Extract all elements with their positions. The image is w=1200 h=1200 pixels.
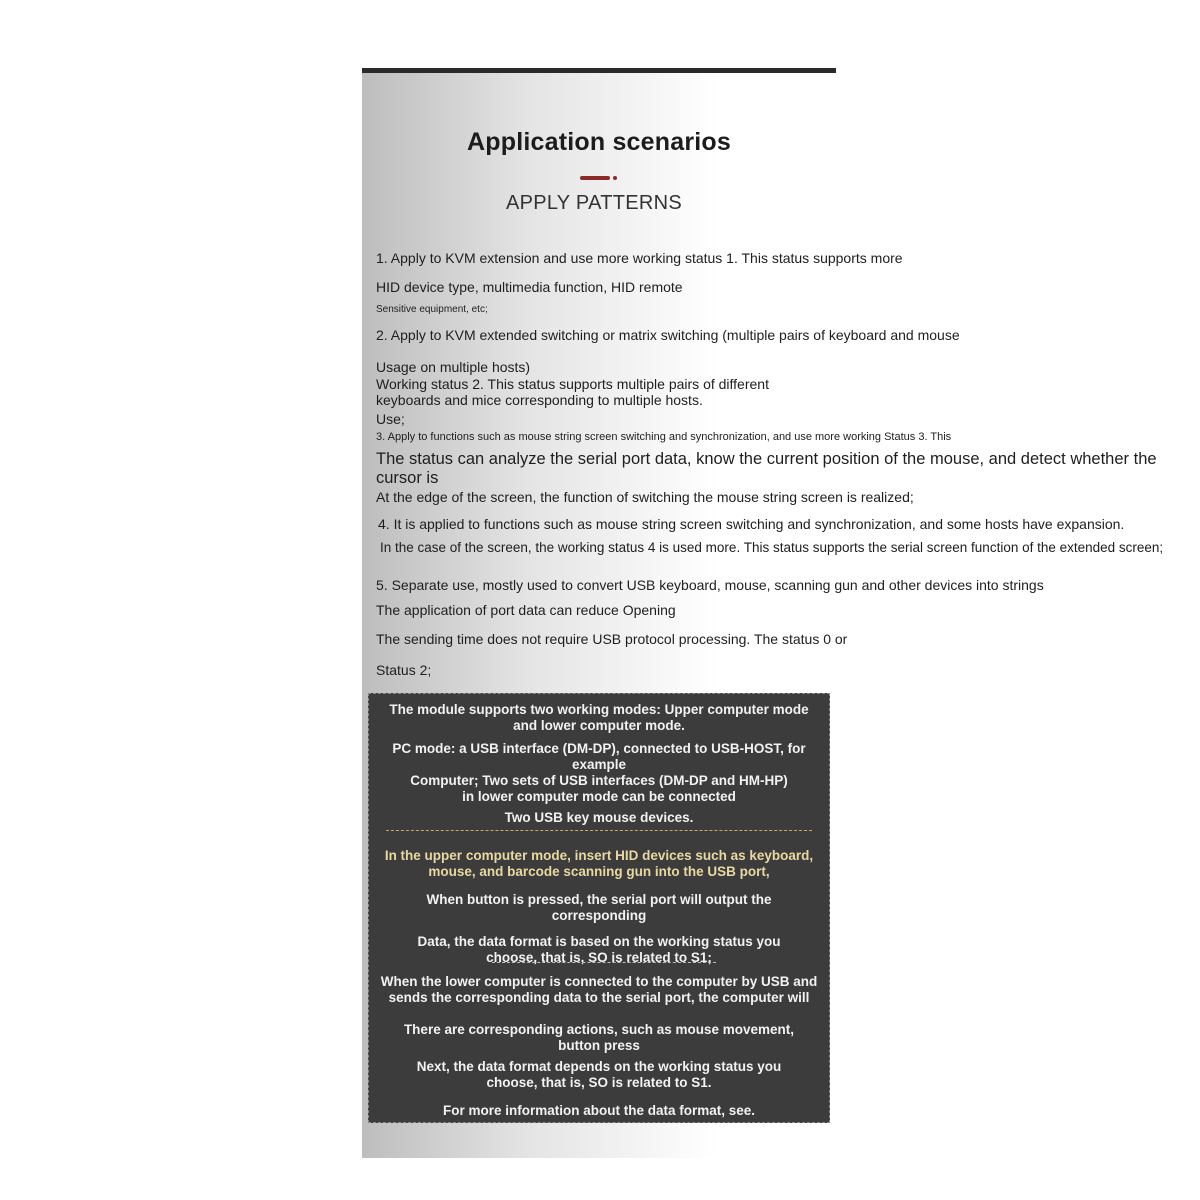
box-line-7: Data, the data format is based on the working status you choose, that is, SO is related to S1; (417, 934, 781, 965)
box-line-10: Next, the data format depends on the working status you choose, that is, SO is related to S1. (416, 1059, 782, 1090)
box-line-3: Computer; Two sets of USB interfaces (DM-DP and HM-HP) in lower computer mode can be connected (410, 773, 788, 804)
paragraph-3-line-3: At the edge of the screen, the function of switching the mouse string screen is realized; (376, 489, 914, 505)
paragraph-2-line-5: Use; (376, 411, 405, 427)
box-divider-short (492, 962, 716, 963)
paragraph-2-line-3: Working status 2. This status supports multiple pairs of different (376, 376, 769, 392)
paragraph-5-line-4: Status 2; (376, 662, 432, 678)
box-line-11: For more information about the data format, see. (442, 1103, 756, 1118)
box-divider (386, 830, 812, 831)
paragraph-5-line-3: The sending time does not require USB protocol processing. The status 0 or (376, 631, 848, 647)
paragraph-1-line-1: 1. Apply to KVM extension and use more working status 1. This status supports more (376, 250, 903, 266)
box-line-5: In the upper computer mode, insert HID devices such as keyboard, mouse, and barcode scanning gun into the USB port, (384, 848, 814, 879)
paragraph-1-line-2: HID device type, multimedia function, HID remote (376, 279, 683, 295)
box-line-8: When the lower computer is connected to the computer by USB and sends the corresponding data to the serial port, the computer will (380, 974, 818, 1005)
box-line-9: There are corresponding actions, such as mouse movement, button press (403, 1022, 795, 1053)
paragraph-2-line-4: keyboards and mice corresponding to multiple hosts. (376, 392, 703, 408)
title-accent-bar (580, 176, 610, 180)
paragraph-4-line-1: 4. It is applied to functions such as mouse string screen switching and synchronization, and some hosts have expansion. (378, 516, 1125, 532)
top-rule (362, 68, 836, 73)
paragraph-4-line-2: In the case of the screen, the working status 4 is used more. This status supports the serial screen function of the extended screen; (380, 540, 1164, 555)
paragraph-1-line-3: Sensitive equipment, etc; (376, 304, 488, 315)
title-accent-dot (613, 176, 617, 180)
box-line-2: PC mode: a USB interface (DM-DP), connected to USB-HOST, for example (392, 741, 806, 772)
paragraph-2-line-2: Usage on multiple hosts) (376, 359, 531, 375)
page-title: Application scenarios (467, 128, 731, 156)
paragraph-3-line-1: 3. Apply to functions such as mouse string screen switching and synchronization, and use more working Status 3. This (376, 431, 952, 443)
paragraph-5-line-1: 5. Separate use, mostly used to convert USB keyboard, mouse, scanning gun and other devices into strings (376, 577, 1044, 593)
box-line-6: When button is pressed, the serial port will output the corresponding (426, 892, 772, 923)
box-line-1: The module supports two working modes: Upper computer mode and lower computer mode. (389, 702, 809, 733)
page-subtitle: APPLY PATTERNS (505, 192, 683, 214)
paragraph-2-line-1: 2. Apply to KVM extended switching or matrix switching (multiple pairs of keyboard and mouse (376, 327, 960, 343)
box-line-4: Two USB key mouse devices. (504, 810, 694, 825)
paragraph-3-line-2: The status can analyze the serial port data, know the current position of the mouse, and detect whether the cursor is (376, 450, 1157, 487)
paragraph-5-line-2: The application of port data can reduce Opening (376, 602, 676, 618)
